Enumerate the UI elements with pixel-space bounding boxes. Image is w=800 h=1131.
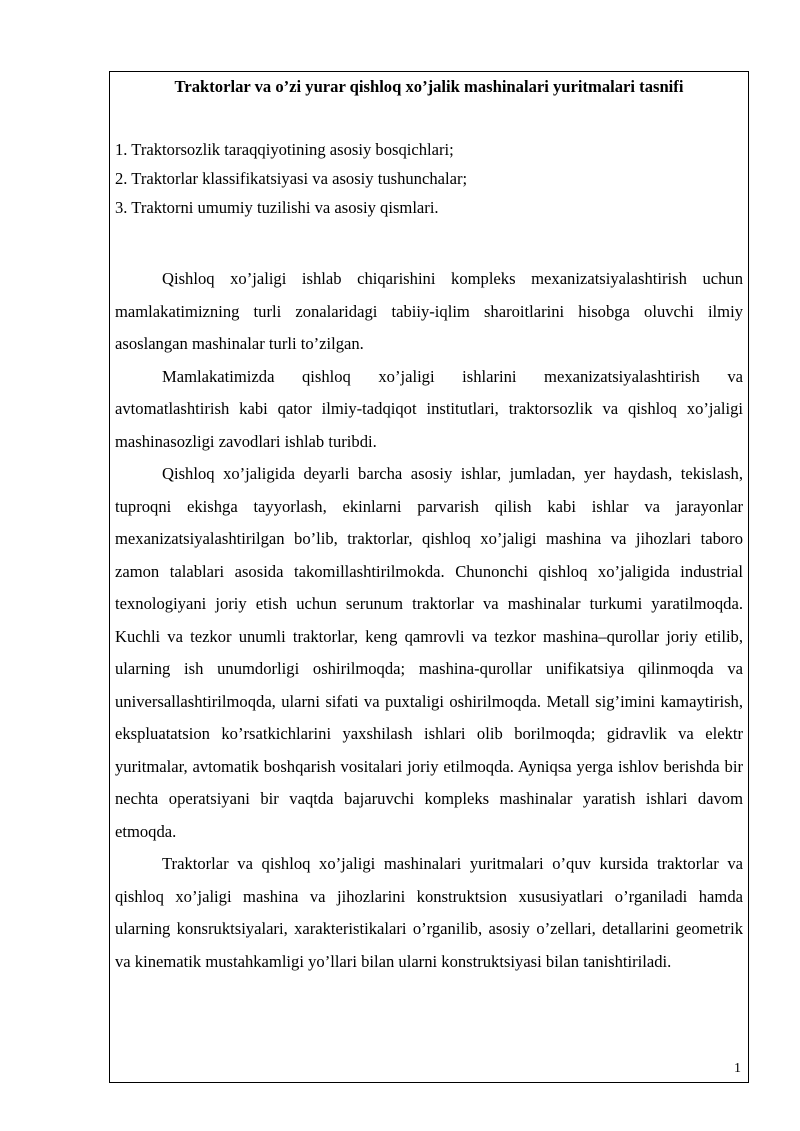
paragraph-1: Qishloq xo’jaligi ishlab chiqarishini kompleks mexanizatsiyalashtirish uchun mamlakatimizning turli zonalaridagi tabiiy-iqlim sharoitlarini hisobga oluvchi ilmiy asoslangan mashinalar turli to’zilgan. <box>115 269 743 353</box>
outline-item-1: 1. Traktorsozlik taraqqiyotining asosiy bosqichlari; <box>115 140 454 159</box>
paragraph-3: Qishloq xo’jaligida deyarli barcha asosiy ishlar, jumladan, yer haydash, tekislash, tuproqni ekishga tayyorlash, ekinlarni parvarish qilish kabi ishlar va jarayonlar mexanizatsiyalashtirilgan bo’lib, traktorlar, qishloq xo’jaligi mashina va jihozlari taboro zamon talablari asosida takomillashtirilmokda. Chunonchi qishloq xo’jaligida industrial texnologiyani joriy etish uchun serunum traktorlar va mashinalar turkumi yaratilmoqda. Kuchli va tezkor unumli traktorlar, keng qamrovli va tezkor mashina–qurollar joriy etilib, ularning ish unumdorligi oshirilmoqda; mashina-qurollar unifikatsiya qilinmoqda va universallashtirilmoqda, ularni sifati va puxtaligi oshirilmoqda. Metall sig’imini kamaytirish, ekspluatatsion ko’rsatkichlarini yaxshilash ishlari olib borilmoqda; gidravlik va elektr yuritmalar, avtomatik boshqarish vositalari joriy etilmoqda. Ayniqsa yerga ishlov berishda bir nechta operatsiyani bir vaqtda bajaruvchi kompleks mashinalar yaratish ishlari davom etmoqda. <box>115 464 743 841</box>
paragraph-4: Traktorlar va qishloq xo’jaligi mashinalari yuritmalari o’quv kursida traktorlar va qishloq xo’jaligi mashina va jihozlarini konstruktsion xususiyatlari o’rganiladi hamda ularning konsruktsiyalari, xarakteristikalari o’rganilib, asosiy o’zellari, detallarini geometrik va kinematik mustahkamligi yo’llari bilan ularni konstruktsiyasi bilan tanishtiriladi. <box>115 854 743 971</box>
paragraph-2: Mamlakatimizda qishloq xo’jaligi ishlarini mexanizatsiyalashtirish va avtomatlashtirish kabi qator ilmiy-tadqiqot institutlari, traktorsozlik va qishloq xo’jaligi mashinasozligi zavodlari ishlab turibdi. <box>115 366 743 451</box>
document-title: Traktorlar va o’zi yurar qishloq xo’jalik mashinalari yuritmalari tasnifi <box>174 77 684 96</box>
outline-item-3: 3. Traktorni umumiy tuzilishi va asosiy qismlari. <box>115 198 439 217</box>
outline-list <box>115 135 743 222</box>
outline-item-2: 2. Traktorlar klassifikatsiyasi va asosiy tushunchalar; <box>115 169 468 188</box>
page-number: 1 <box>734 1061 741 1076</box>
body-text <box>115 263 743 978</box>
document-content <box>115 76 743 978</box>
